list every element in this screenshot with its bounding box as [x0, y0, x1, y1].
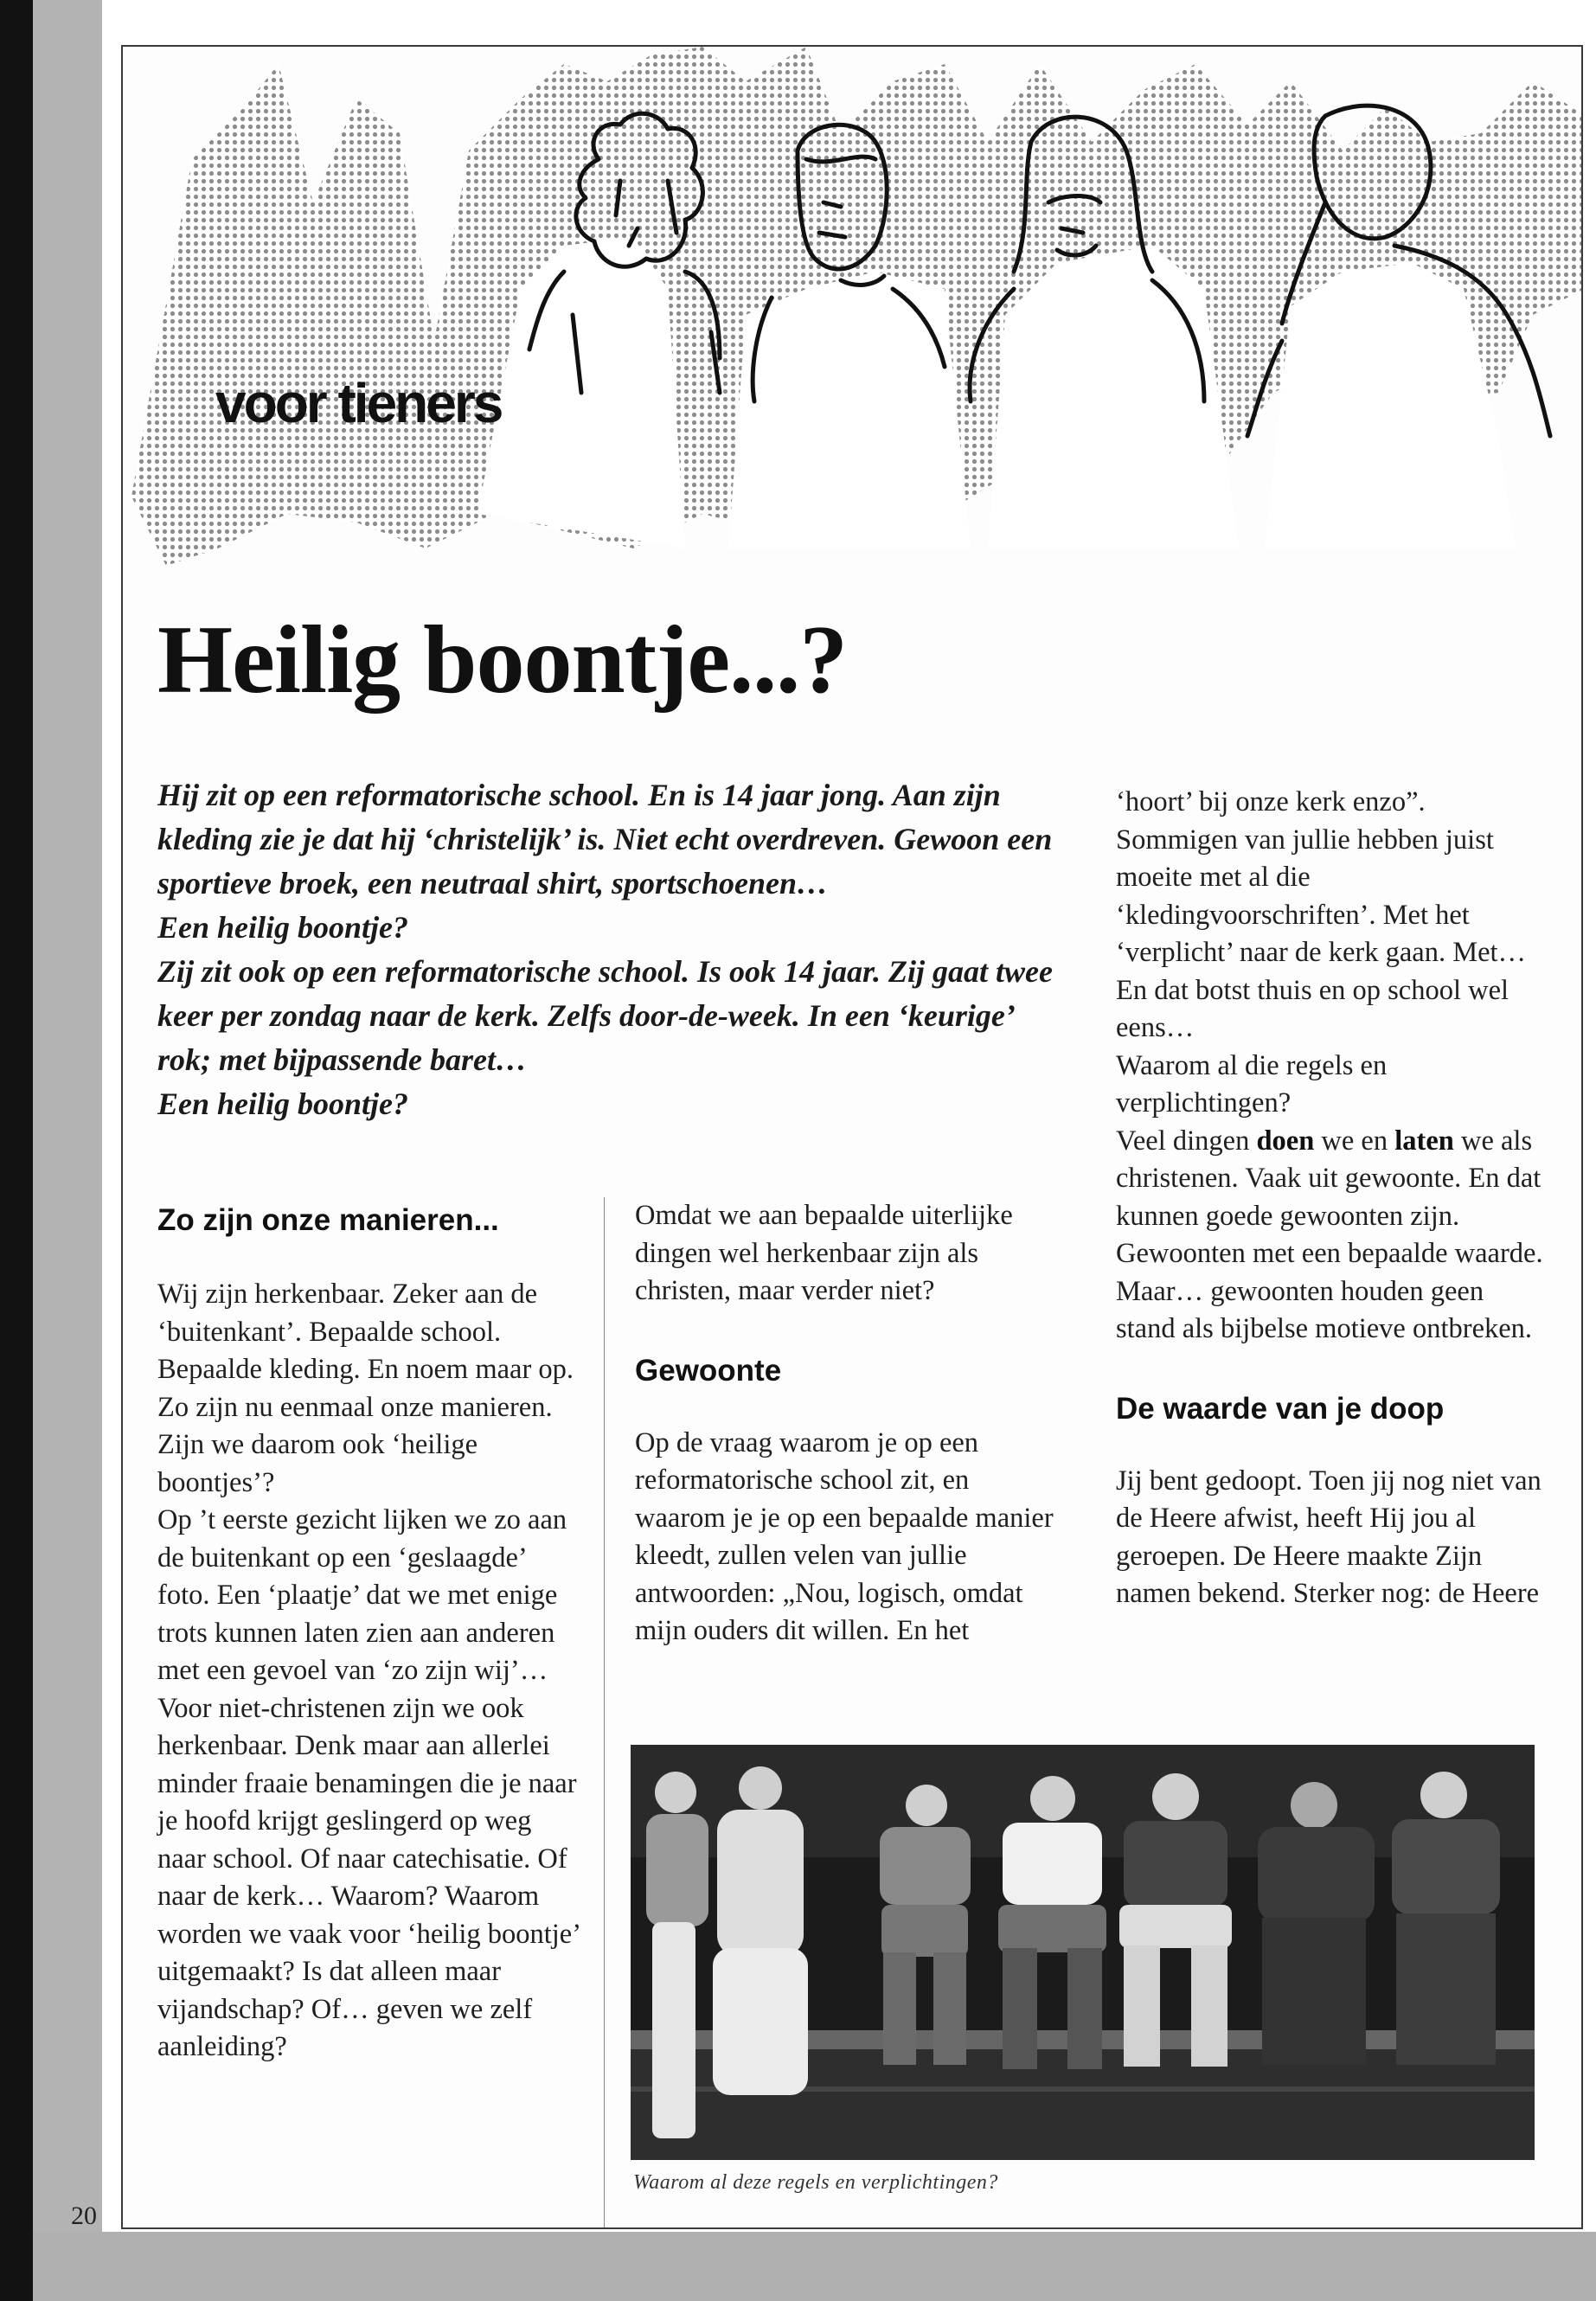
subheading-manieren: Zo zijn onze manieren... [157, 1203, 499, 1237]
magazine-page [121, 45, 1583, 2229]
column-middle [635, 1197, 1059, 1650]
photo-caption: Waarom al deze regels en verplichtingen? [633, 2171, 998, 2194]
text-run: Veel dingen [1116, 1125, 1257, 1157]
scan-margin-left [33, 0, 102, 2301]
scan-margin-bottom [33, 2232, 1596, 2301]
column-left [157, 1202, 581, 2067]
intro-question: Een heilig boontje? [157, 910, 409, 945]
header-illustration [121, 45, 1583, 583]
emphasis-doen: doen [1256, 1125, 1315, 1157]
body-paragraph: Waarom al die regels en verplichtingen? [1116, 1049, 1388, 1118]
body-paragraph: Omdat we aan bepaalde uiterlijke dingen wel herkenbaar zijn als christen, maar verder niet? [635, 1200, 1013, 1306]
group-photo-image [631, 1745, 1535, 2160]
body-paragraph: Wij zijn herkenbaar. Zeker aan de ‘buitenkant’. Bepaalde school. Bepaalde kleding. En noem maar op. Zo zijn nu eenmaal onze manieren. [157, 1279, 574, 1423]
body-paragraph [1116, 1123, 1548, 1349]
body-paragraph: ‘hoort’ bij onze kerk enzo”. Sommigen van jullie hebben juist moeite met al die ‘kledingvoorschriften’. Met het ‘verplicht’ naar de kerk gaan. Met… En dat botst thuis en op school wel eens… [1116, 786, 1527, 1043]
scan-edge-left [0, 0, 33, 2301]
subheading-doop: De waarde van je doop [1116, 1391, 1445, 1426]
body-paragraph: Zijn we daarom ook ‘heilige boontjes’? [157, 1429, 478, 1498]
article-intro [157, 773, 1074, 1126]
section-label: voor tieners [215, 372, 502, 434]
group-photo [631, 1745, 1535, 2160]
subheading-gewoonte: Gewoonte [635, 1353, 782, 1388]
body-paragraph: Op ’t eerste gezicht lijken we zo aan de buitenkant op een ‘geslaagde’ foto. Een ‘plaatje’ dat we met enige trots kunnen laten zien aan anderen met een gevoel van ‘zo zijn wij’… [157, 1504, 567, 1686]
column-divider [604, 1197, 605, 2229]
intro-question: Een heilig boontje? [157, 1086, 409, 1121]
body-paragraph: Voor niet-christenen zijn we ook herkenbaar. Denk maar aan allerlei minder fraaie benamingen die je naar je hoofd krijgt geslingerd op weg naar school. Of naar catechisatie. Of naar de kerk… Waarom? Waarom worden we vaak voor ‘heilig boontje’ uitgemaakt? Is dat alleen maar vijandschap? Of… geven we zelf aanleiding? [157, 1692, 580, 2062]
text-run: we en [1314, 1125, 1395, 1157]
intro-paragraph: Hij zit op een reformatorische school. En is 14 jaar jong. Aan zijn kleding zie je dat hij ‘christelijk’ is. Niet echt overdreven. Gewoon een sportieve broek, een neutraal shirt, sportschoenen… [157, 778, 1053, 901]
emphasis-laten: laten [1394, 1125, 1454, 1157]
article-title: Heilig boontje...? [157, 606, 848, 714]
intro-paragraph: Zij zit ook op een reformatorische school. Is ook 14 jaar. Zij gaat twee keer per zondag naar de kerk. Zelfs door-de-week. In een ‘keurige’ rok; met bijpassende baret… [157, 954, 1053, 1077]
text-run: we als christenen. Vaak uit gewoonte. En dat kunnen goede gewoonten zijn. Gewoonten met een bepaalde waarde. Maar… gewoonten houden geen stand als bijbelse motieve ontbreken. [1116, 1125, 1543, 1344]
body-paragraph: Op de vraag waarom je op een reformatorische school zit, en waarom je je op een bepaalde manier kleedt, zullen velen van jullie antwoorden: „Nou, logisch, omdat mijn ouders dit willen. En het [635, 1426, 1054, 1646]
column-right [1116, 784, 1548, 1613]
body-paragraph: Jij bent gedoopt. Toen jij nog niet van de Heere afwist, heeft Hij jou al geroepen. De Heere maakte Zijn namen bekend. Sterker nog: de Heere [1116, 1465, 1542, 1609]
page-number: 20 [71, 2202, 97, 2230]
